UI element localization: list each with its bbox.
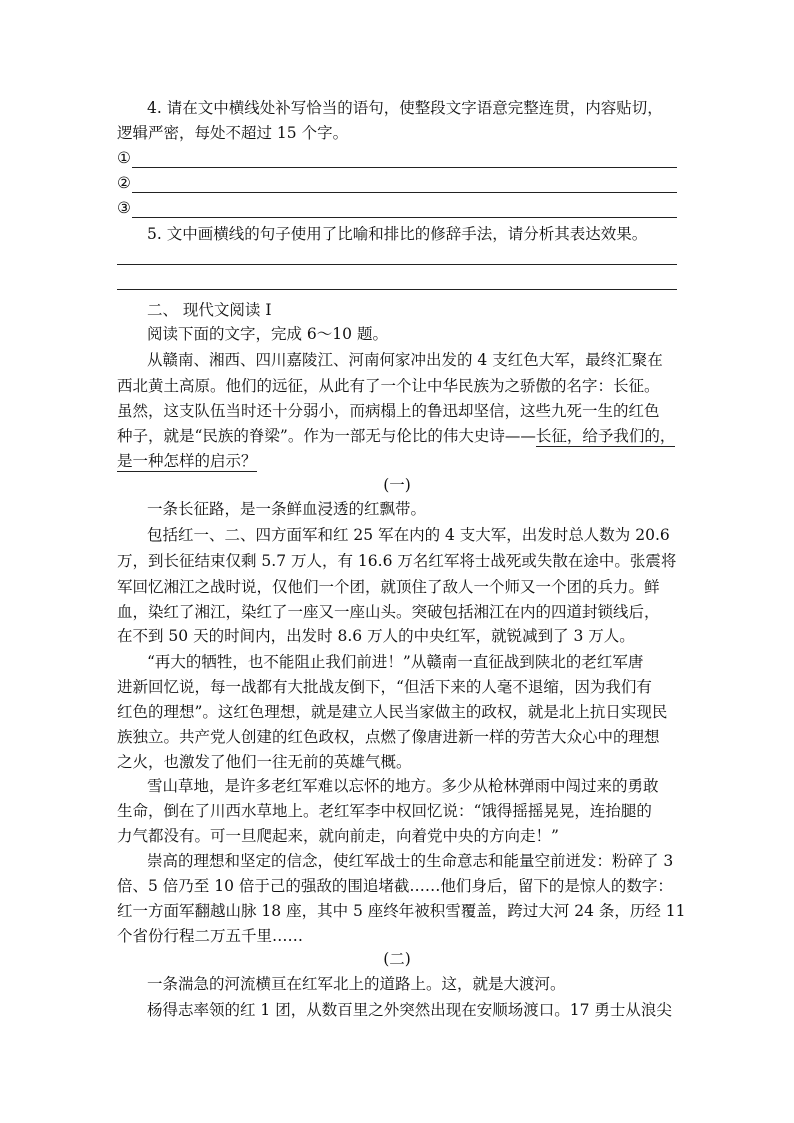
part-1-p5-line-2: 倍、5 倍乃至 10 倍于己的强敌的围追堵截……他们身后，留下的是惊人的数字：: [117, 877, 673, 895]
part-2-paragraph-2: 杨得志率领的红 1 团，从数百里之外突然出现在安顺场渡口。17 勇士从浪尖: [147, 1001, 672, 1019]
part-1-p4-line-1: 雪山草地，是许多老红军难以忘怀的地方。多少从枪林弹雨中闯过来的勇敢: [147, 777, 659, 795]
intro-line-4-text: 种子，就是“民族的脊梁”。作为一部无与伦比的伟大史诗——: [117, 427, 536, 445]
part-1-p5-line-4: 个省份行程二万五千里……: [117, 927, 304, 945]
answer-blank-1[interactable]: [117, 146, 677, 170]
part-1-p5-line-1: 崇高的理想和坚定的信念，使红军战士的生命意志和能量空前迸发：粉碎了 3: [147, 852, 674, 870]
part-1-p3-line-2: 进新回忆说，每一战都有大批战友倒下，“但活下来的人毫不退缩，因为我们有: [117, 678, 652, 696]
intro-line-4: [117, 424, 677, 448]
answer-line: [132, 167, 677, 168]
blank-number-1: ①: [117, 149, 131, 167]
intro-line-3: 虽然，这支队伍当时还十分弱小，而病榻上的鲁迅却坚信，这些九死一生的红色: [117, 402, 660, 420]
underlined-sentence-part-2: 是一种怎样的启示？: [117, 452, 257, 470]
part-1-p3-line-3: 红色的理想”。这红色理想，就是建立人民当家做主的政权，就是北上抗日实现民: [117, 703, 668, 721]
part-1-p3-line-5: 之火，也激发了他们一往无前的英雄气概。: [117, 753, 412, 771]
intro-line-5: [117, 449, 677, 473]
section-heading: 二、 现代文阅读 I: [147, 301, 272, 319]
part-1-p2-line-4: 血，染红了湘江，染红了一座又一座山头。突破包括湘江在内的四道封锁线后，: [117, 603, 660, 621]
part-1-p3-line-1: “再大的牺牲，也不能阻止我们前进！”从赣南一直征战到陕北的老红军唐: [147, 653, 644, 671]
part-1-p4-line-3: 力气都没有。可一旦爬起来，就向前走，向着党中央的方向走！”: [117, 827, 559, 845]
answer-line: [132, 192, 677, 193]
part-2-paragraph-1: 一条湍急的河流横亘在红军北上的道路上。这，就是大渡河。: [147, 975, 566, 993]
answer-line-q5-1[interactable]: [117, 264, 677, 265]
answer-line-q5-2[interactable]: [117, 289, 677, 290]
question-4-line-1: 4. 请在文中横线处补写恰当的语句，使整段文字语意完整连贯，内容贴切，: [147, 99, 663, 117]
part-1-p3-line-4: 族独立。共产党人创建的红色政权，点燃了像唐进新一样的劳苦大众心中的理想: [117, 728, 660, 746]
intro-line-2: 西北黄土高原。他们的远征，从此有了一个让中华民族为之骄傲的名字：长征。: [117, 377, 660, 395]
part-1-p2-line-3: 军回忆湘江之战时说，仅他们一个团，就顶住了敌人一个师又一个团的兵力。鲜: [117, 578, 660, 596]
part-1-p4-line-2: 生命，倒在了川西水草地上。老红军李中权回忆说：“饿得摇摇晃晃，连抬腿的: [117, 802, 652, 820]
part-2-heading: (二): [383, 950, 411, 968]
part-1-heading: (一): [383, 476, 411, 494]
question-5-line-1: 5. 文中画横线的句子使用了比喻和排比的修辞手法，请分析其表达效果。: [147, 225, 648, 243]
part-1-p5-line-3: 红一方面军翻越山脉 18 座，其中 5 座终年被积雪覆盖，跨过大河 24 条，历经 11: [117, 902, 686, 920]
intro-line-1: 从赣南、湘西、四川嘉陵江、河南何家冲出发的 4 支红色大军，最终汇聚在: [147, 351, 663, 369]
section-instruction: 阅读下面的文字，完成 6～10 题。: [147, 325, 388, 343]
underlined-sentence-part-1: 长征，给予我们的，: [535, 427, 676, 445]
blank-number-2: ②: [117, 174, 131, 192]
part-1-p2-line-1: 包括红一、二、四方面军和红 25 军在内的 4 支大军，出发时总人数为 20.6: [147, 526, 670, 544]
answer-line: [132, 217, 677, 218]
part-1-p2-line-5: 在不到 50 天的时间内，出发时 8.6 万人的中央红军，就锐减到了 3 万人。: [117, 627, 635, 645]
part-1-paragraph-1: 一条长征路，是一条鲜血浸透的红飘带。: [147, 500, 427, 518]
answer-blank-3[interactable]: [117, 196, 677, 220]
question-4-line-2: 逻辑严密，每处不超过 15 个字。: [117, 124, 349, 142]
answer-blank-2[interactable]: [117, 171, 677, 195]
blank-number-3: ③: [117, 199, 131, 217]
part-1-p2-line-2: 万，到长征结束仅剩 5.7 万人，有 16.6 万名红军将士战死或失散在途中。张震将: [117, 552, 677, 570]
